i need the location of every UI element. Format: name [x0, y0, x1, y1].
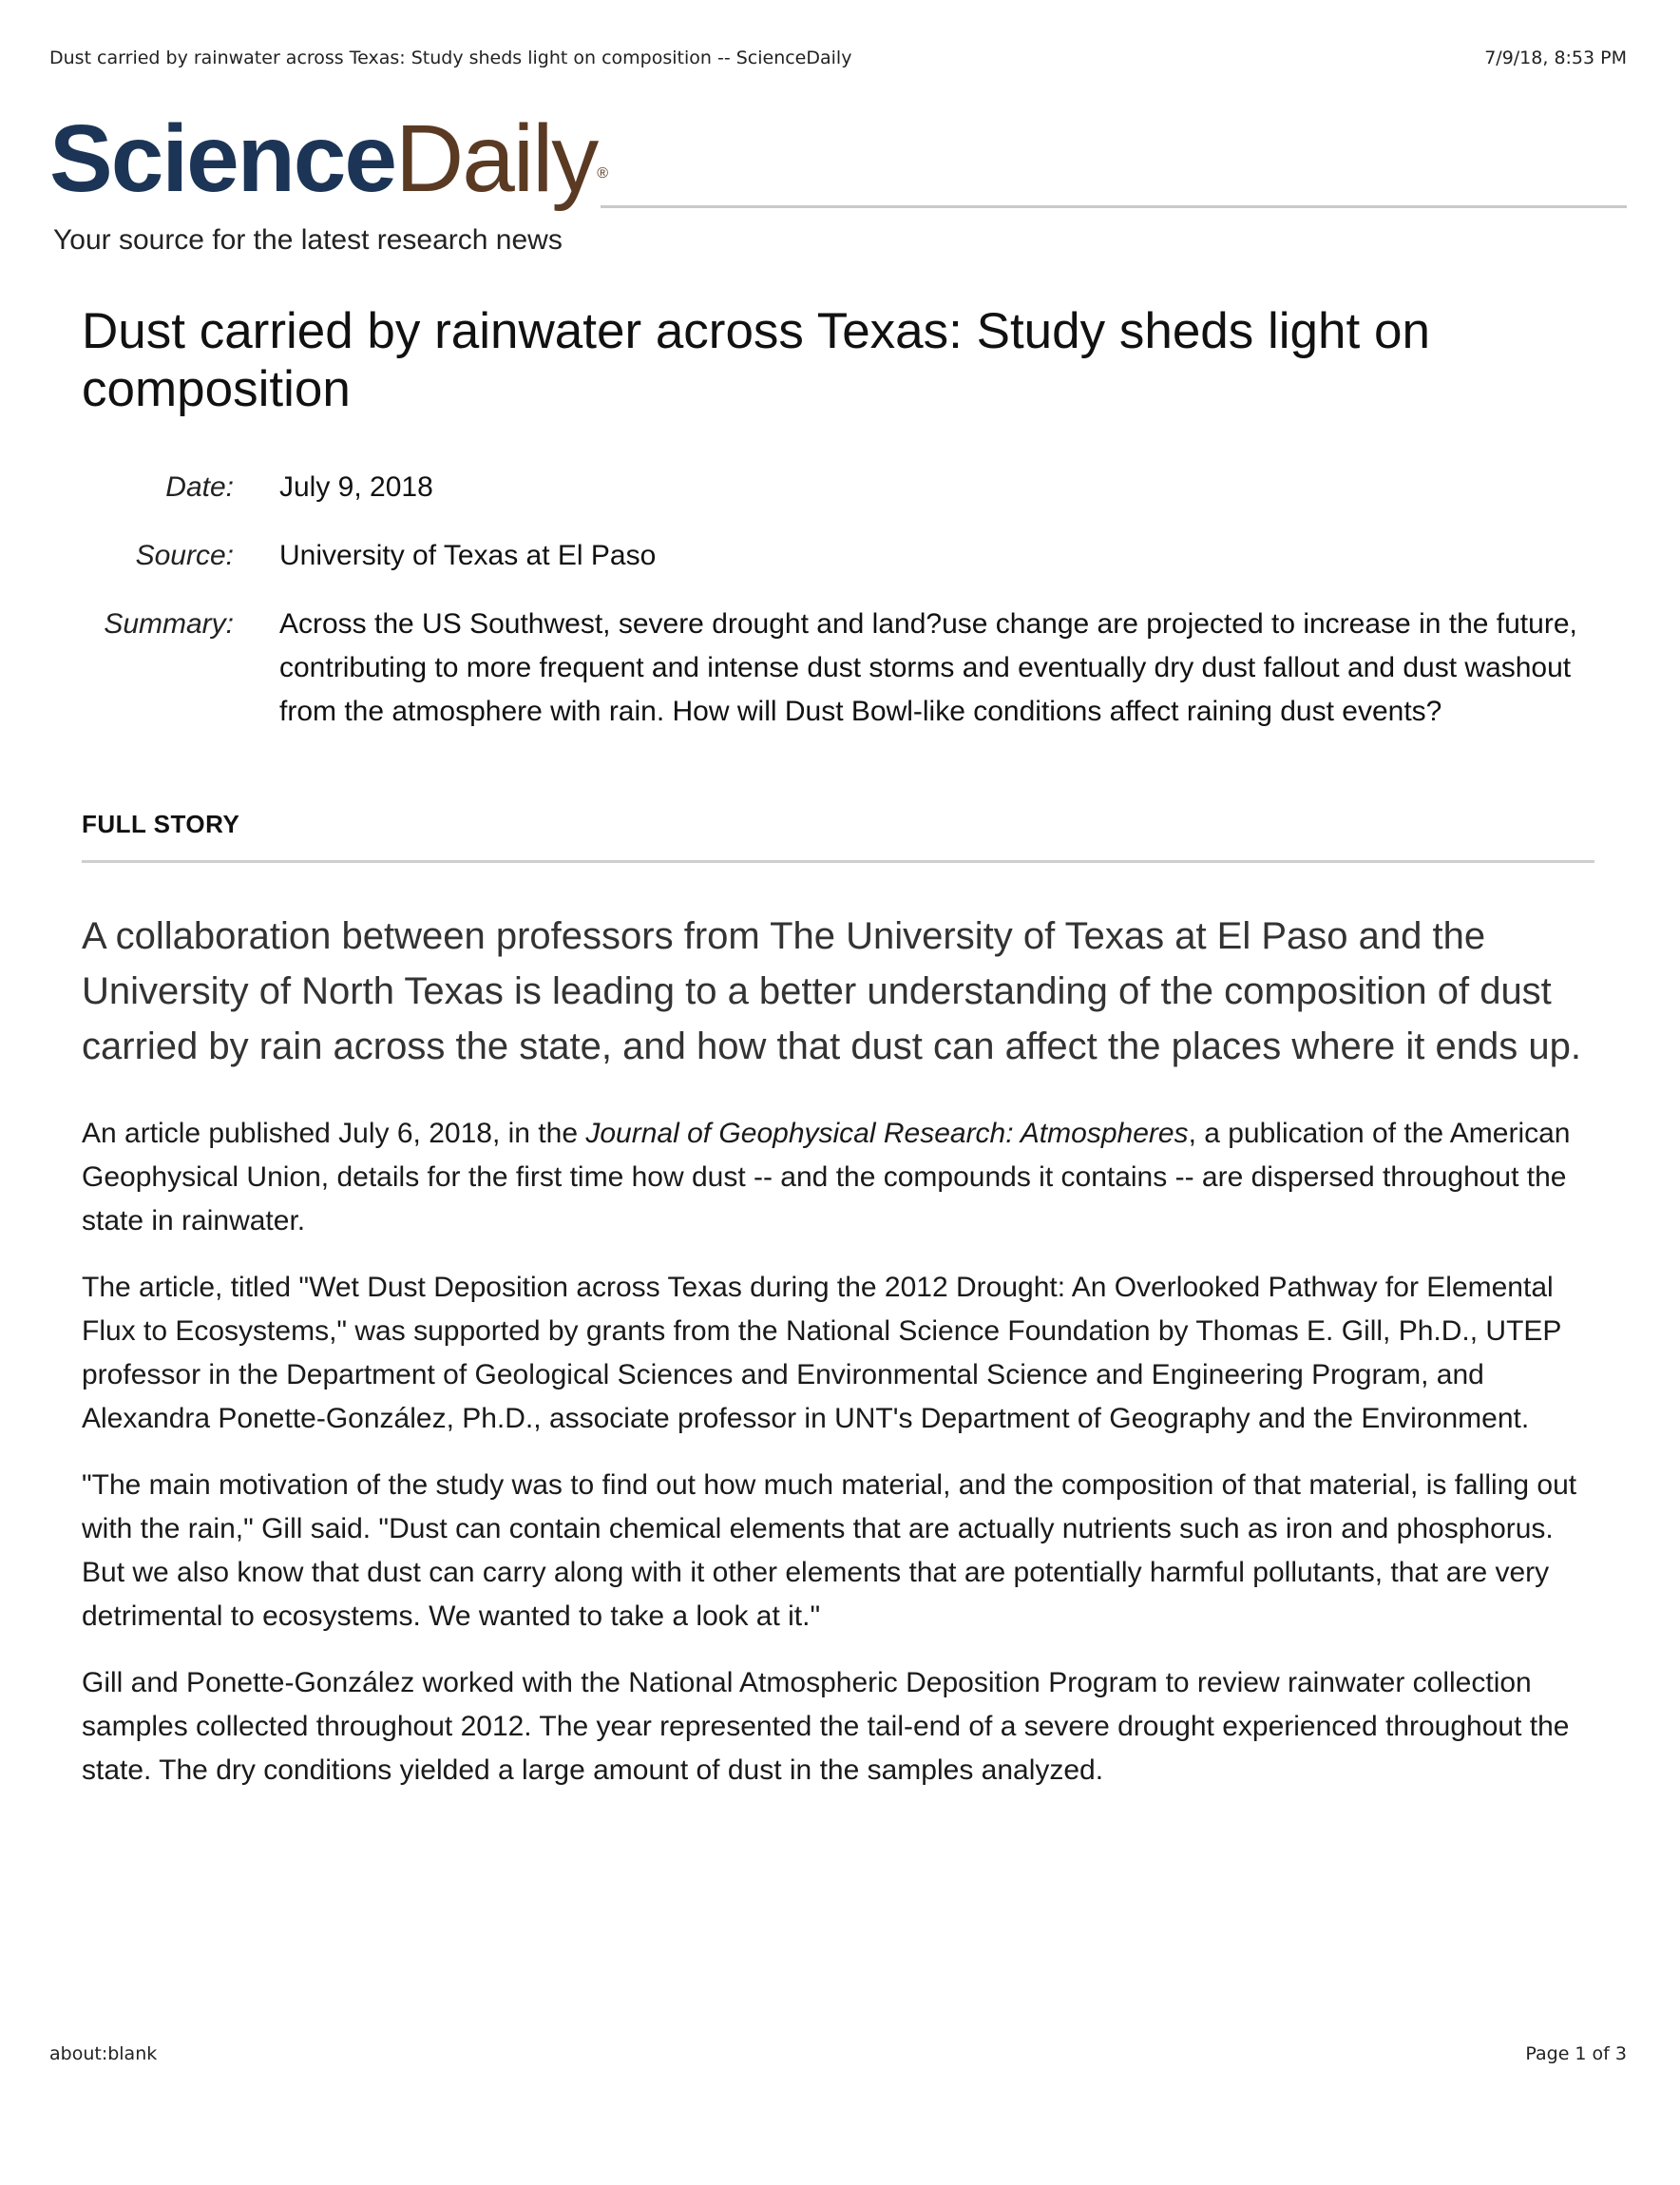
print-datetime: 7/9/18, 8:53 PM	[1484, 48, 1627, 68]
article-paragraph-4: Gill and Ponette-González worked with the National Atmospheric Deposition Program to review rainwater collection samples collected throughout 2012. The year represented the tail-end of a severe drought experienced throughout the state. The dry conditions yielded a large amount of dust in the samples analyzed.	[82, 1667, 1570, 1786]
masthead-divider	[601, 205, 1627, 208]
paragraph-1-text-before: An article published July 6, 2018, in the	[82, 1118, 586, 1149]
article-meta	[82, 466, 1594, 734]
sciencedaily-logo[interactable]	[49, 106, 606, 211]
paragraph-1-text-after: , a publication of the American Geophysical Union, details for the first time how dust -- and the compounds it contains -- are dispersed throughout the state in rainwater.	[82, 1118, 1571, 1236]
masthead	[49, 106, 1627, 211]
logo-science-text: Science	[49, 105, 396, 212]
source-value: University of Texas at El Paso	[279, 540, 657, 571]
article	[82, 302, 1594, 1792]
summary-value: Across the US Southwest, severe drought and land?use change are projected to increase in the future, contributing to more frequent and intense dust storms and eventually dry dust fallout and dust washout from the atmosphere with rain. How will Dust Bowl-like conditions affect raining dust events?	[279, 608, 1577, 727]
print-header	[49, 48, 1627, 70]
print-url: about:blank	[49, 2043, 158, 2064]
source-label: Source:	[135, 540, 234, 571]
article-headline: Dust carried by rainwater across Texas: Study sheds light on composition	[82, 303, 1430, 417]
journal-title: Journal of Geophysical Research: Atmospheres	[585, 1118, 1189, 1149]
full-story-heading: FULL STORY	[82, 810, 240, 838]
date-value: July 9, 2018	[279, 471, 433, 503]
article-paragraph-1	[82, 1112, 1594, 1243]
registered-mark: ®	[597, 165, 607, 182]
article-paragraph-2: The article, titled "Wet Dust Deposition across Texas during the 2012 Drought: An Overlooked Pathway for Elemental Flux to Ecosystems," was supported by grants from the National Science Foundation by Thomas E. Gill, Ph.D., UTEP professor in the Department of Geological Sciences and Environmental Science and Engineering Program, and Alexandra Ponette-González, Ph.D., associate professor in UNT's Department of Geography and the Environment.	[82, 1272, 1561, 1434]
logo-daily-text: Daily	[395, 105, 598, 212]
print-page-title: Dust carried by rainwater across Texas: Study sheds light on composition -- ScienceDaily	[49, 48, 852, 68]
full-story-divider	[82, 860, 1594, 863]
article-lead: A collaboration between professors from The University of Texas at El Paso and the University of North Texas is leading to a better understanding of the composition of dust carried by rain across the state, and how that dust can affect the places where it ends up.	[82, 915, 1581, 1067]
print-page-number: Page 1 of 3	[1525, 2043, 1627, 2064]
summary-label: Summary:	[104, 608, 234, 640]
site-tagline: Your source for the latest research news	[53, 224, 563, 256]
article-paragraph-3: "The main motivation of the study was to find out how much material, and the composition of that material, is falling out with the rain," Gill said. "Dust can contain chemical elements that are actually nutrients such as iron and phosphorus. But we also know that dust can carry along with it other elements that are potentially harmful pollutants, that are very detrimental to ecosystems. We wanted to take a look at it."	[82, 1469, 1577, 1632]
date-label: Date:	[165, 471, 234, 503]
print-footer	[49, 2043, 1627, 2066]
